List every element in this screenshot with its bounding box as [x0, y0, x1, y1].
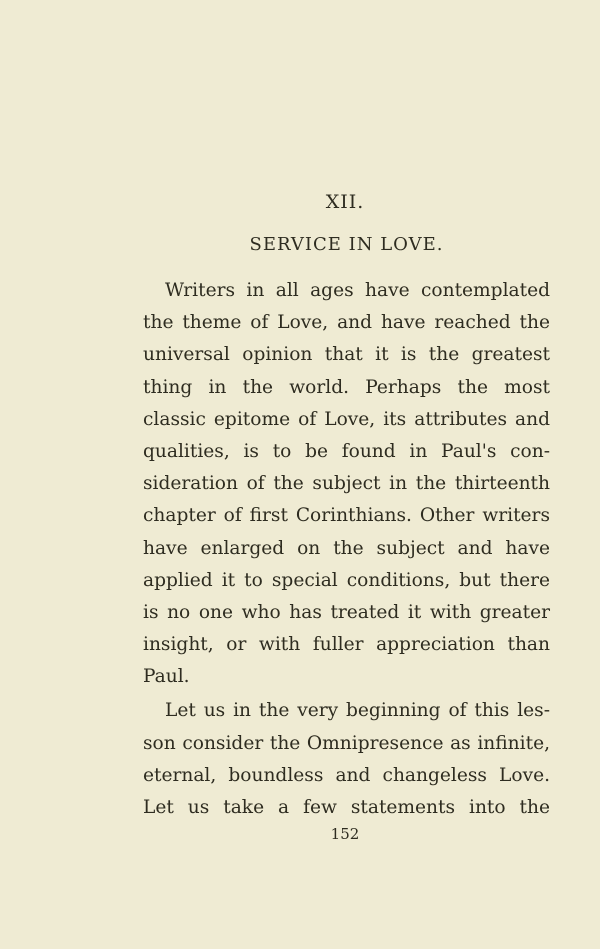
text-line: classic epitome of Love, its attributes and: [143, 408, 550, 430]
paragraph: [143, 279, 550, 697]
text-line: Let us in the very beginning of this les-: [165, 700, 550, 722]
text-line: sideration of the subject in the thirteenth: [143, 473, 550, 495]
text-line: eternal, boundless and changeless Love.: [143, 764, 550, 786]
text-line: applied it to special conditions, but there: [143, 569, 550, 591]
text-line: insight, or with fuller appreciation than: [143, 634, 550, 656]
text-line: Paul.: [143, 666, 190, 688]
chapter-number: XII.: [325, 191, 365, 213]
text-line: son consider the Omnipresence as infinite,: [143, 732, 550, 754]
text-line: have enlarged on the subject and have: [143, 537, 550, 559]
text-line: chapter of first Corinthians. Other writers: [143, 505, 550, 527]
text-line: thing in the world. Perhaps the most: [143, 376, 550, 398]
text-line: universal opinion that it is the greatest: [143, 344, 550, 366]
text-line: Let us take a few statements into the: [143, 797, 550, 818]
page-number: 152: [330, 825, 360, 843]
text-line: the theme of Love, and have reached the: [143, 312, 550, 334]
text-line: Writers in all ages have contemplated: [165, 280, 550, 301]
text-line: qualities, is to be found in Paul's con-: [143, 440, 550, 462]
body-text: [143, 279, 550, 828]
text-line: is no one who has treated it with greater: [143, 601, 550, 623]
paragraph: [143, 699, 550, 828]
chapter-title: SERVICE IN LOVE.: [249, 234, 444, 255]
